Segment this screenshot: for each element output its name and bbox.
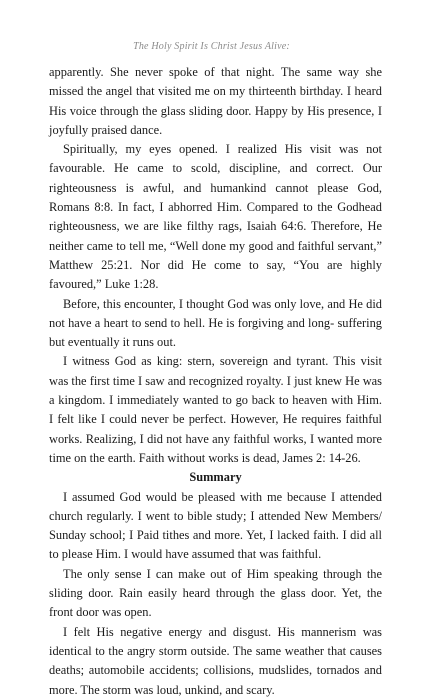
body-text — [49, 63, 382, 700]
paragraph: I felt His negative energy and disgust. His mannerism was identical to the angry storm outside. The same weather that causes deaths; automobile accidents; collisions, mudslides, tornados and more. The storm was loud, unkind, and scary. — [49, 624, 382, 697]
paragraph: The only sense I can make out of Him speaking through the sliding door. Rain easily heard through the glass door. Yet, the front door was open. — [49, 566, 382, 620]
paragraph: I witness God as king: stern, sovereign and tyrant. This visit was the first time I saw and recognized royalty. I just knew He was a kingdom. I immediately wanted to go back to heaven with Him. I felt like I could never be perfect. However, He requires faithful works. Realizing, I did not have any faithful works, I wanted more time on the earth. Faith without works is dead, James 2: 14-26. — [49, 354, 382, 465]
paragraph: Spiritually, my eyes opened. I realized His visit was not favourable. He came to scold, discipline, and correct. Our righteousness is awful, and humankind cannot please God, Romans 8:8. In fact, I abhorred Him. Compared to the Godhead righteousness, we are like filthy rags, Isaiah 64:6. Therefore, He neither came to tell me, “Well done my good and faithful servant,” Matthew 25:21. Nor did He come to say, “You are highly favoured,” Luke 1:28. — [49, 142, 382, 292]
paragraph: apparently. She never spoke of that night. The same way she missed the angel that visited me on my thirteenth birthday. I heard His voice through the glass sliding door. Happy by His presence, I joyfully praised dance. — [49, 65, 382, 137]
paragraph: Before, this encounter, I thought God was only love, and He did not have a heart to send to hell. He is forgiving and long- suffering but eventually it runs out. — [49, 296, 382, 350]
running-head: The Holy Spirit Is Christ Jesus Alive: — [133, 41, 290, 52]
section-heading-summary: Summary — [189, 470, 242, 485]
paragraph: I assumed God would be pleased with me because I attended church regularly. I went to bible study; I attended New Members/ Sunday school; I Paid tithes and more. Yet, I lacked faith. I did all to please Him. I would have assumed that was faithful. — [49, 489, 382, 562]
